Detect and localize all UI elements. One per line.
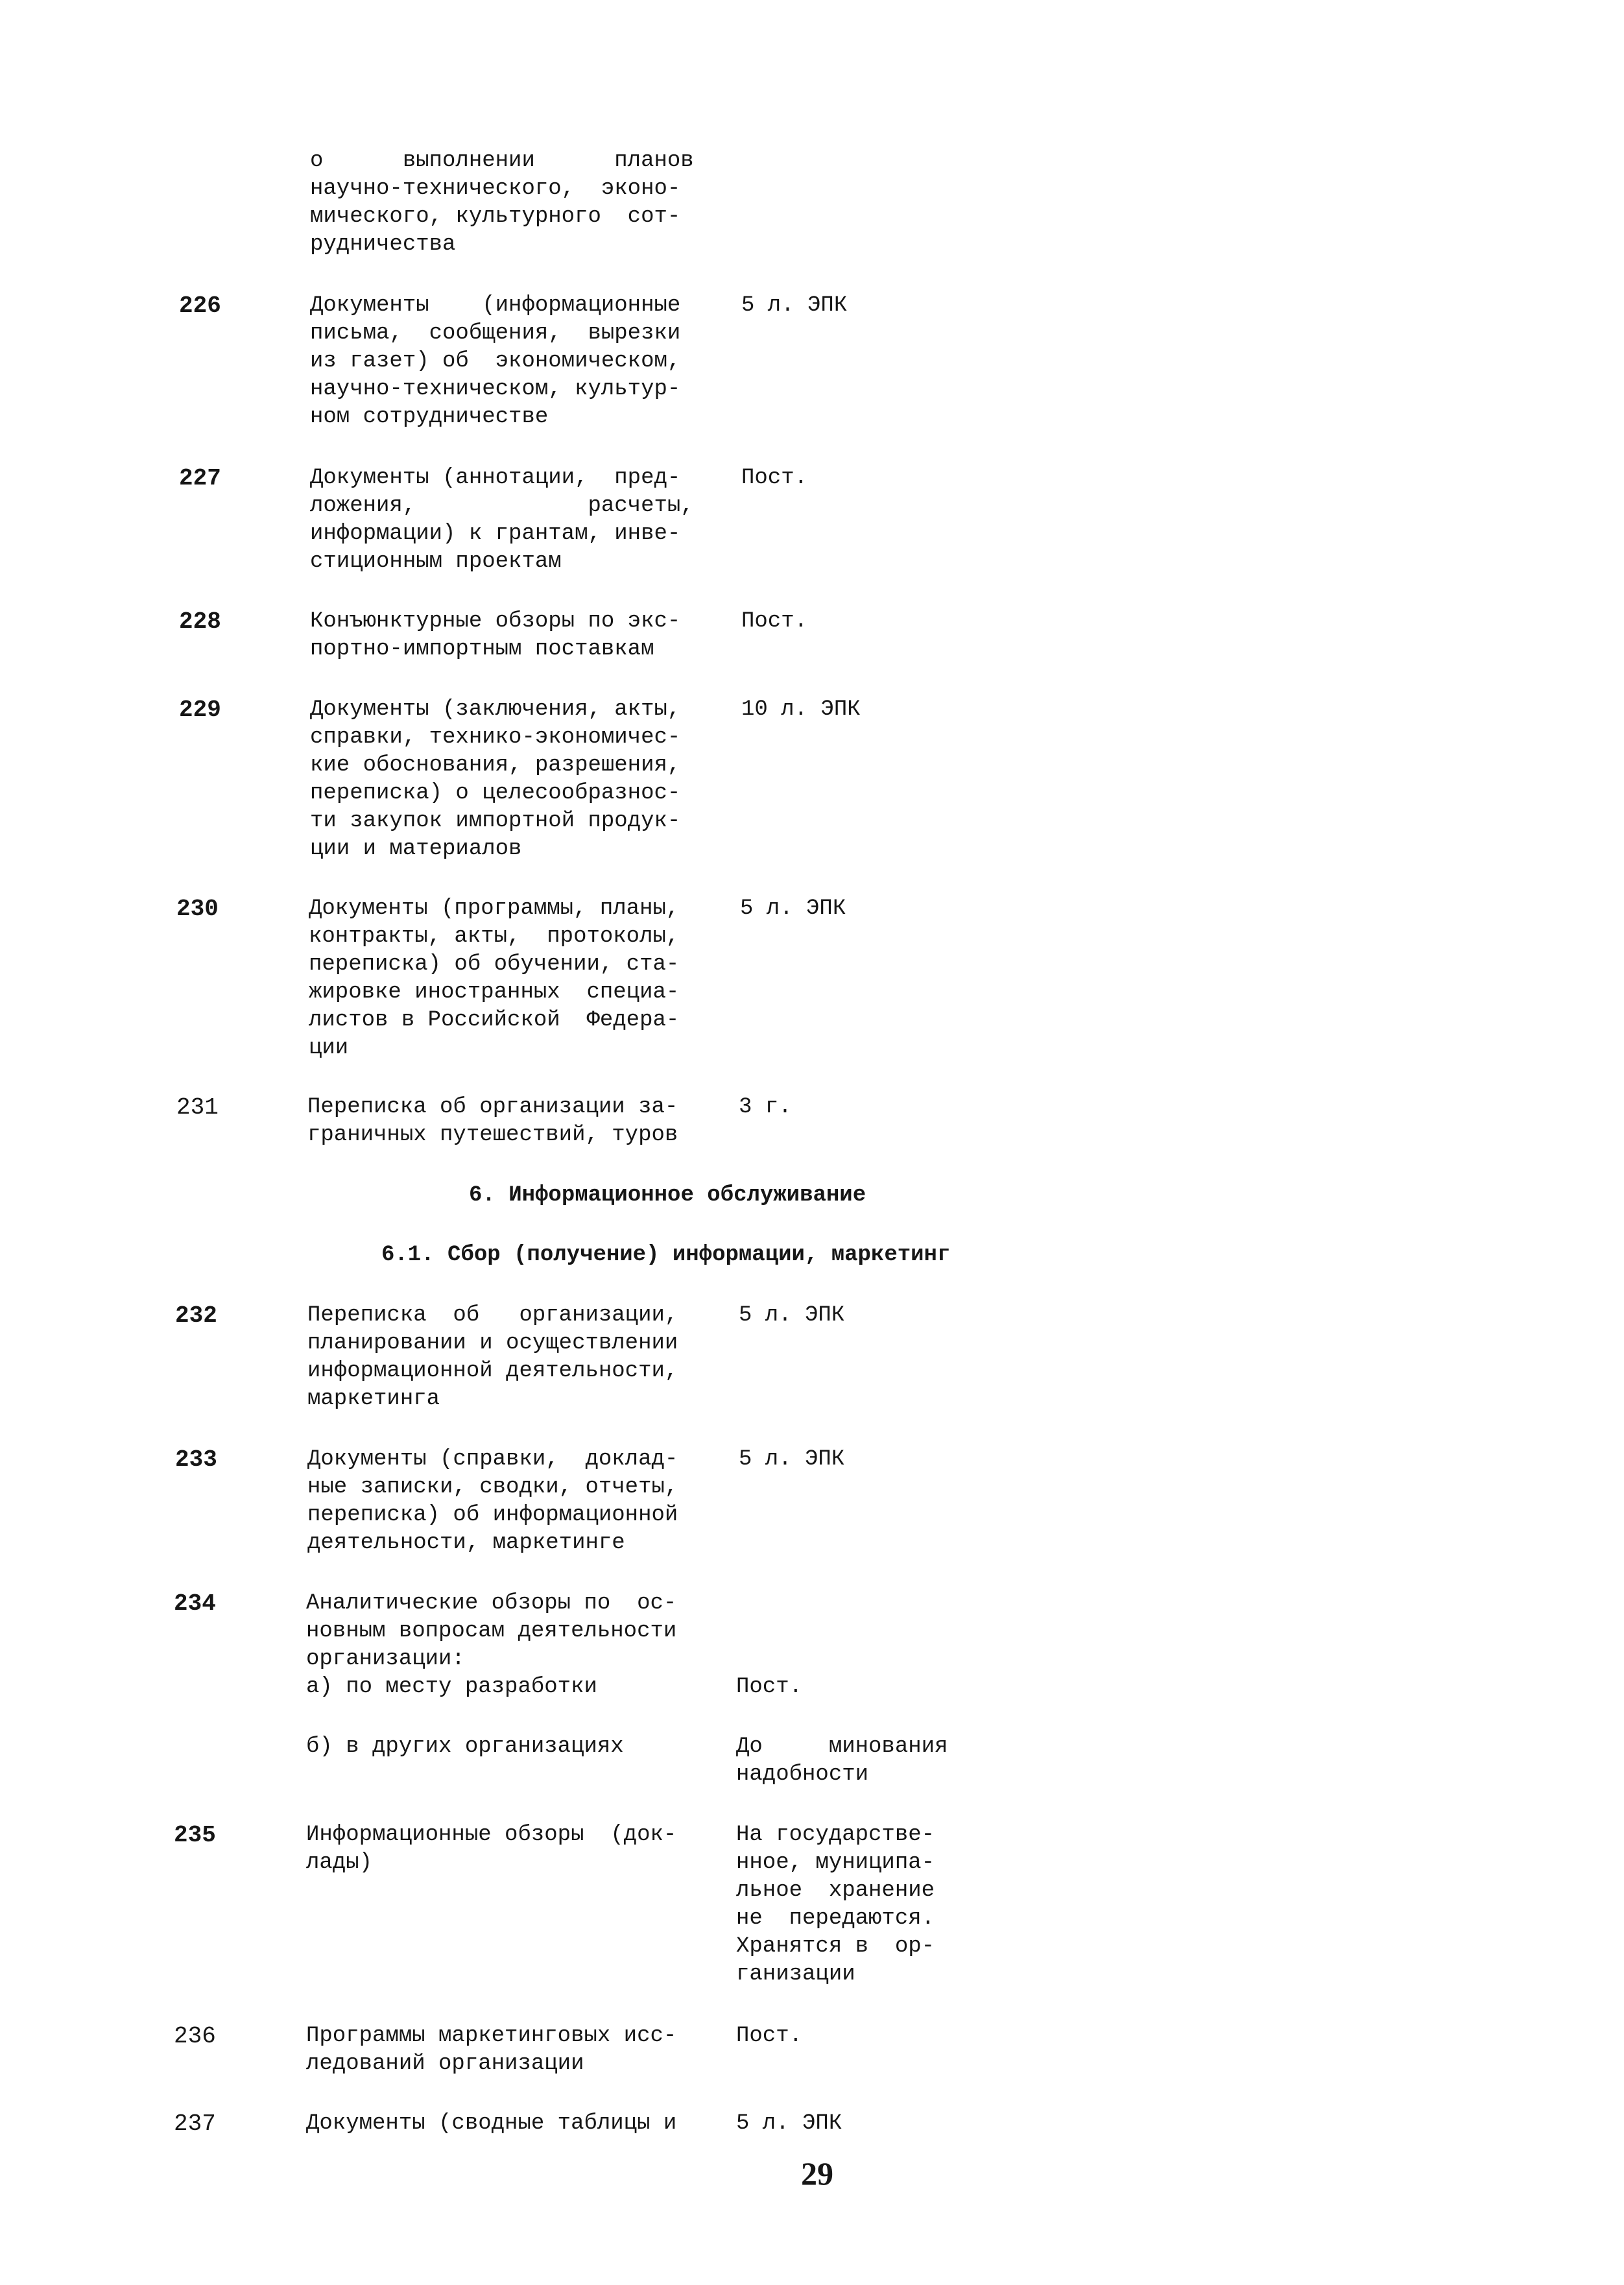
entry-desc-line: Документы (заключения, акты, xyxy=(310,697,681,722)
section-title: 6. Информационное обслуживание xyxy=(469,1183,866,1208)
entry-desc-line: маркетинга xyxy=(307,1387,440,1411)
entry-desc-line: Переписка об организации, xyxy=(307,1303,678,1328)
entry-sub-a-label: а) по месту разработки xyxy=(306,1675,597,1699)
entry-number: 227 xyxy=(179,465,221,492)
entry-desc-line: справки, технико-экономичес- xyxy=(310,725,681,750)
entry-term: 10 л. ЭПК xyxy=(741,697,861,722)
entry-desc-line: Конъюнктурные обзоры по экс- xyxy=(310,609,681,634)
entry-desc-line: листов в Российской Федера- xyxy=(309,1008,680,1033)
entry-desc-line: информации) к грантам, инве- xyxy=(310,521,681,546)
entry-desc-line: планировании и осуществлении xyxy=(307,1331,678,1356)
entry-term: льное хранение xyxy=(736,1878,935,1903)
entry-desc-line: ные записки, сводки, отчеты, xyxy=(307,1475,678,1500)
entry-number: 235 xyxy=(174,1822,216,1848)
entry-desc-line: Документы (аннотации, пред- xyxy=(310,466,681,490)
entry-term: не передаются. xyxy=(736,1906,935,1931)
entry-desc-line: переписка) о целесообразнос- xyxy=(310,781,681,806)
entry-desc-line: контракты, акты, протоколы, xyxy=(309,924,680,949)
entry-term: Пост. xyxy=(736,2024,803,2048)
entry-desc-line: ледований организации xyxy=(306,2052,584,2076)
entry-desc-line: ции и материалов xyxy=(310,837,522,861)
entry-desc-line: ложения, расчеты, xyxy=(310,494,694,518)
entry-desc-line: портно-импортным поставкам xyxy=(310,637,654,662)
text-line: мического, культурного сот- xyxy=(310,204,681,229)
entry-desc-line: стиционным проектам xyxy=(310,549,562,574)
entry-desc-line: ции xyxy=(309,1036,349,1060)
entry-number: 233 xyxy=(175,1446,217,1473)
page-number: 29 xyxy=(801,2155,833,2192)
entry-desc-line: ном сотрудничестве xyxy=(310,405,549,429)
text-line: рудничества xyxy=(310,232,456,257)
entry-desc-line: Документы (программы, планы, xyxy=(309,896,680,921)
entry-term: 5 л. ЭПК xyxy=(740,896,846,921)
entry-desc-line: кие обоснования, разрешения, xyxy=(310,753,681,778)
entry-term: ганизации xyxy=(736,1962,855,1987)
entry-number: 237 xyxy=(174,2111,216,2137)
entry-number: 226 xyxy=(179,293,221,319)
entry-term: 5 л. ЭПК xyxy=(736,2111,842,2136)
entry-desc-line: информационной деятельности, xyxy=(307,1359,678,1383)
entry-term: 5 л. ЭПК xyxy=(739,1447,845,1472)
entry-sub-a-term: Пост. xyxy=(736,1675,803,1699)
entry-desc-line: граничных путешествий, туров xyxy=(307,1123,678,1147)
entry-number: 232 xyxy=(175,1302,217,1329)
entry-term: нное, муниципа- xyxy=(736,1850,935,1875)
entry-term: 5 л. ЭПК xyxy=(741,293,848,318)
entry-term: Хранятся в ор- xyxy=(736,1934,935,1959)
entry-number: 231 xyxy=(176,1094,219,1121)
entry-desc-line: новным вопросам деятельности xyxy=(306,1619,677,1644)
entry-desc-line: из газет) об экономическом, xyxy=(310,349,681,374)
entry-desc-line: переписка) об информационной xyxy=(307,1503,678,1527)
entry-term: Пост. xyxy=(741,466,808,490)
entry-desc-line: лады) xyxy=(306,1850,373,1875)
entry-term: 5 л. ЭПК xyxy=(739,1303,845,1328)
entry-desc-line: Информационные обзоры (док- xyxy=(306,1823,677,1847)
text-line: научно-технического, эконо- xyxy=(310,176,681,201)
entry-desc-line: деятельности, маркетинге xyxy=(307,1531,625,1555)
subsection-title: 6.1. Сбор (получение) информации, маркетинг xyxy=(381,1243,951,1267)
entry-number: 236 xyxy=(174,2023,216,2050)
entry-sub-b-term: До минования xyxy=(736,1734,948,1759)
text-line: о выполнении планов xyxy=(310,149,694,173)
entry-desc-line: Аналитические обзоры по ос- xyxy=(306,1591,677,1616)
entry-sub-b-term: надобности xyxy=(736,1762,869,1787)
entry-desc-line: Переписка об организации за- xyxy=(307,1095,678,1119)
entry-term: 3 г. xyxy=(739,1095,792,1119)
entry-desc-line: Документы (информационные xyxy=(310,293,681,318)
entry-desc-line: организации: xyxy=(306,1647,465,1671)
entry-desc-line: письма, сообщения, вырезки xyxy=(310,321,681,346)
entry-desc-line: переписка) об обучении, ста- xyxy=(309,952,680,977)
entry-desc-line: ти закупок импортной продук- xyxy=(310,809,681,833)
entry-number: 230 xyxy=(176,896,219,922)
entry-term: Пост. xyxy=(741,609,808,634)
entry-number: 229 xyxy=(179,697,221,723)
entry-desc-line: Документы (сводные таблицы и xyxy=(306,2111,677,2136)
entry-desc-line: Документы (справки, доклад- xyxy=(307,1447,678,1472)
entry-desc-line: научно-техническом, культур- xyxy=(310,377,681,401)
entry-desc-line: жировке иностранных специа- xyxy=(309,980,680,1005)
entry-desc-line: Программы маркетинговых исс- xyxy=(306,2024,677,2048)
entry-sub-b-label: б) в других организациях xyxy=(306,1734,624,1759)
entry-number: 228 xyxy=(179,608,221,635)
entry-number: 234 xyxy=(174,1590,216,1617)
entry-term: На государстве- xyxy=(736,1823,935,1847)
